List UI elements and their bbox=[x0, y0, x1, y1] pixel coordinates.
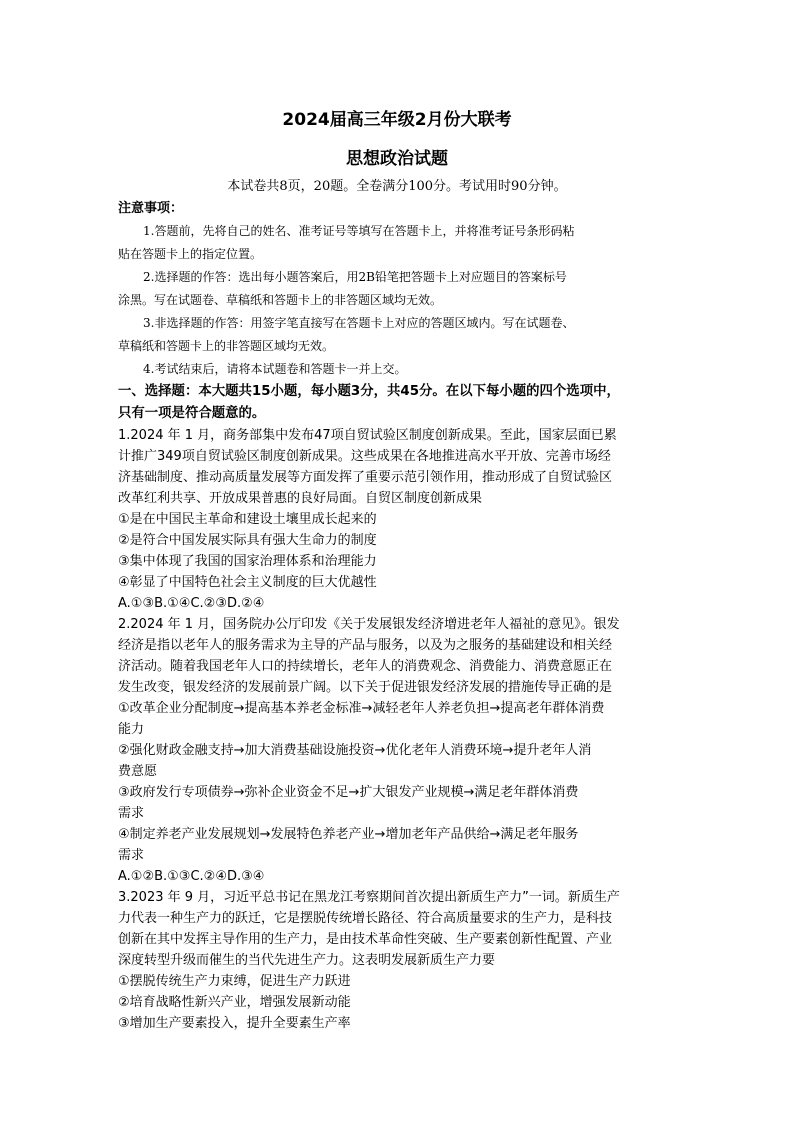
answer-choices: A.①③B.①④C.②③D.②④ bbox=[118, 596, 265, 611]
exam-content bbox=[118, 198, 684, 1034]
notice-line: 2.选择题的作答：选出每小题答案后，用2B铅笔把答题卡上对应题目的答案标号 bbox=[143, 270, 567, 284]
option-line: 能力 bbox=[118, 722, 145, 737]
question-3 bbox=[118, 887, 684, 1034]
option-line: ③增加生产要素投入，提升全要素生产率 bbox=[118, 1016, 351, 1031]
option-line: ①摆脱传统生产力束缚，促进生产力跃进 bbox=[118, 974, 351, 989]
option-line: ②强化财政金融支持→加大消费基础设施投资→优化老年人消费环境→提升老年人消 bbox=[118, 743, 592, 758]
option-line: 需求 bbox=[118, 848, 145, 863]
question-line: 深度转型升级而催生的当代先进生产力。这表明发展新质生产力要 bbox=[118, 953, 496, 968]
question-line: 经济是指以老年人的服务需求为主导的产品与服务，以及为之服务的基础建设和相关经 bbox=[118, 638, 613, 653]
question-line: 3.2023 年 9 月，习近平总书记在黑龙江考察期间首次提出新质生产力”一词。新质生产 bbox=[118, 890, 620, 905]
option-line: ①是在中国民主革命和建设土壤里成长起来的 bbox=[118, 512, 377, 527]
answer-choices: A.①②B.①③C.②④D.③④ bbox=[118, 869, 265, 884]
question-line: 改革红利共享、开放成果普惠的良好局面。自贸区制度创新成果 bbox=[118, 491, 483, 506]
question-line: 计推广349项自贸试验区制度创新成果。这些成果在各地推进高水平开放、完善市场经 bbox=[118, 449, 611, 464]
option-line: ②是符合中国发展实际具有强大生命力的制度 bbox=[118, 533, 377, 548]
question-line: 发生改变，银发经济的发展前景广阔。以下关于促进银发经济发展的措施传导正确的是 bbox=[118, 680, 613, 695]
question-line: 创新在其中发挥主导作用的生产力，是由技术革命性突破、生产要素创新性配置、产业 bbox=[118, 932, 613, 947]
option-line: 需求 bbox=[118, 806, 145, 821]
question-1 bbox=[118, 425, 684, 614]
notice-block bbox=[118, 220, 684, 381]
question-line: 1.2024 年 1 月，商务部集中发布47项自贸试验区制度创新成果。至此，国家层面已累 bbox=[118, 428, 617, 443]
option-line: ①改革企业分配制度→提高基本养老金标准→减轻老年人养老负担→提高老年群体消费 bbox=[118, 701, 605, 716]
section-heading: 一、选择题：本大题共15小题，每小题3分，共45分。在以下每小题的四个选项中， bbox=[118, 384, 620, 399]
question-2 bbox=[118, 614, 684, 887]
question-line: 济活动。随着我国老年人口的持续增长，老年人的消费观念、消费能力、消费意愿正在 bbox=[118, 659, 613, 674]
notice-line: 贴在答题卡上的指定位置。 bbox=[118, 247, 263, 261]
exam-info: 本试卷共8页，20题。全卷满分100分。考试用时90分钟。 bbox=[227, 179, 567, 194]
notice-line: 草稿纸和答题卡上的非答题区域均无效。 bbox=[118, 339, 335, 353]
option-line: ④彰显了中国特色社会主义制度的巨大优越性 bbox=[118, 575, 377, 590]
section-heading: 只有一项是符合题意的。 bbox=[118, 406, 266, 421]
option-line: ③集中体现了我国的国家治理体系和治理能力 bbox=[118, 554, 377, 569]
notice-line: 涂黑。写在试题卷、草稿纸和答题卡上的非答题区域均无效。 bbox=[118, 293, 443, 307]
question-line: 济基础制度、推动高质量发展等方面发挥了重要示范引领作用，推动形成了自贸试验区 bbox=[118, 470, 613, 485]
notice-line: 1.答题前，先将自己的姓名、准考证号等填写在答题卡上，并将准考证号条形码粘 bbox=[143, 224, 575, 238]
option-line: ③政府发行专项债券→弥补企业资金不足→扩大银发产业规模→满足老年群体消费 bbox=[118, 785, 579, 800]
option-line: 费意愿 bbox=[118, 764, 158, 779]
question-line: 2.2024 年 1 月，国务院办公厅印发《关于发展银发经济增进老年人福祉的意见》。银发 bbox=[118, 617, 620, 632]
question-line: 力代表一种生产力的跃迁，它是摆脱传统增长路径、符合高质量要求的生产力，是科技 bbox=[118, 911, 613, 926]
exam-title: 2024届高三年级2月份大联考 bbox=[282, 110, 512, 130]
option-line: ②培育战略性新兴产业，增强发展新动能 bbox=[118, 995, 351, 1010]
option-line: ④制定养老产业发展规划→发展特色养老产业→增加老年产品供给→满足老年服务 bbox=[118, 827, 579, 842]
notice-heading: 注意事项： bbox=[118, 201, 184, 216]
notice-line: 4.考试结束后，请将本试题卷和答题卡一并上交。 bbox=[143, 362, 407, 376]
notice-line: 3.非选择题的作答：用签字笔直接写在答题卡上对应的答题区域内。写在试题卷、 bbox=[143, 316, 575, 330]
subject-title: 思想政治试题 bbox=[346, 149, 448, 169]
